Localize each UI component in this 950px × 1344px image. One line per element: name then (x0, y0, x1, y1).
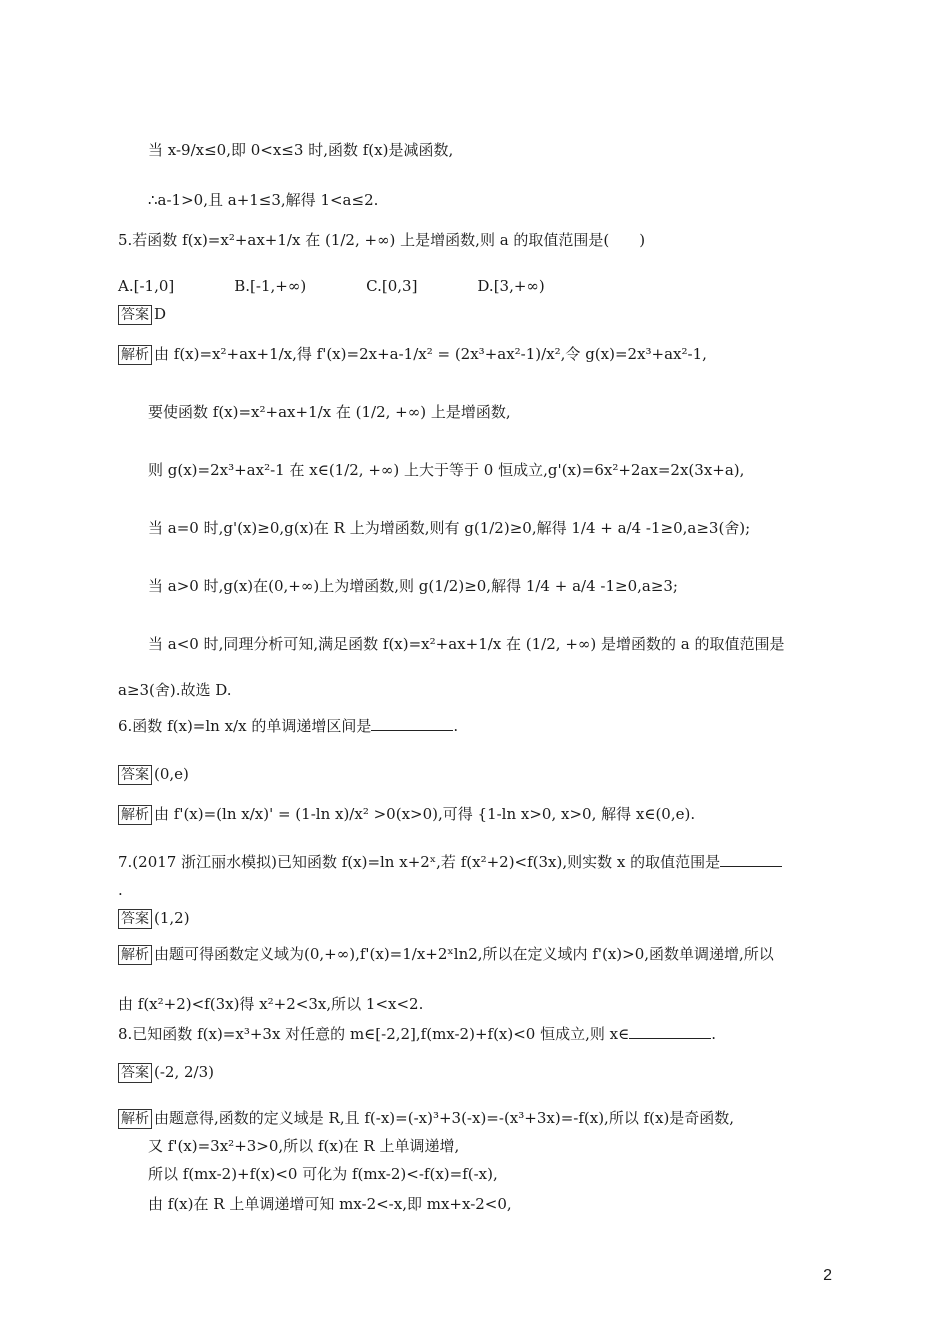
analysis-tag: 解析 (118, 805, 152, 825)
text-line: 由 f(x²+2)<f(3x)得 x²+2<3x,所以 1<x<2. (118, 995, 424, 1013)
text-line: 则 g(x)=2x³+ax²-1 在 x∈(1/2, +∞) 上大于等于 0 恒成立,g'(x)=6x²+2ax=2x(3x+a), (148, 461, 745, 479)
analysis-tag: 解析 (118, 1109, 152, 1129)
analysis-row (118, 944, 774, 965)
question-7-text: 7.(2017 浙江丽水模拟)已知函数 f(x)=ln x+2ˣ,若 f(x²+2)<f(3x),则实数 x 的取值范围是 (118, 853, 721, 871)
answer-row (118, 764, 189, 785)
question-6-text: 6.函数 f(x)=ln x/x 的单调递增区间是 (118, 717, 372, 735)
answer-tag: 答案 (118, 765, 152, 785)
text-line: 由 f(x)在 R 上单调递增可知 mx-2<-x,即 mx+x-2<0, (148, 1195, 512, 1213)
period: . (118, 881, 123, 899)
answer-tag: 答案 (118, 1063, 152, 1083)
analysis-text: 由题意得,函数的定义域是 R,且 f(-x)=(-x)³+3(-x)=-(x³+3x)=-f(x),所以 f(x)是奇函数, (154, 1109, 735, 1127)
answer-row (118, 304, 166, 325)
text-line: 当 a=0 时,g'(x)≥0,g(x)在 R 上为增函数,则有 g(1/2)≥0,解得 1/4 + a/4 -1≥0,a≥3(舍); (148, 519, 751, 537)
question-6 (118, 716, 458, 736)
text-line: 又 f'(x)=3x²+3>0,所以 f(x)在 R 上单调递增, (148, 1137, 460, 1155)
answer-tag: 答案 (118, 909, 152, 929)
analysis-text: 由 f(x)=x²+ax+1/x,得 f'(x)=2x+a-1/x² = (2x³+ax²-1)/x²,令 g(x)=2x³+ax²-1, (154, 345, 707, 363)
text-line: ∴a-1>0,且 a+1≤3,解得 1<a≤2. (148, 191, 379, 209)
question-5: 5.若函数 f(x)=x²+ax+1/x 在 (1/2, +∞) 上是增函数,则 a 的取值范围是( ) (118, 231, 646, 249)
period: . (453, 717, 459, 735)
text-line: a≥3(舍).故选 D. (118, 681, 232, 699)
answer-row (118, 908, 190, 929)
answer-blank (720, 852, 782, 867)
page-number: 2 (823, 1267, 832, 1284)
answer-tag: 答案 (118, 305, 152, 325)
analysis-row (118, 344, 707, 365)
answer-value: D (154, 305, 167, 323)
text-line: 当 a>0 时,g(x)在(0,+∞)上为增函数,则 g(1/2)≥0,解得 1/4 + a/4 -1≥0,a≥3; (148, 577, 678, 595)
analysis-text: 由 f'(x)=(ln x/x)' = (1-ln x)/x² >0(x>0),可得 {1-ln x>0, x>0, 解得 x∈(0,e). (154, 805, 696, 823)
text-line: 当 x-9/x≤0,即 0<x≤3 时,函数 f(x)是减函数, (148, 141, 454, 159)
answer-blank (371, 716, 453, 731)
text-line: 要使函数 f(x)=x²+ax+1/x 在 (1/2, +∞) 上是增函数, (148, 403, 511, 421)
analysis-row (118, 804, 695, 825)
analysis-tag: 解析 (118, 945, 152, 965)
answer-blank (629, 1024, 711, 1039)
choices: A.[-1,0] B.[-1,+∞) C.[0,3] D.[3,+∞) (118, 277, 545, 295)
analysis-tag: 解析 (118, 345, 152, 365)
period: . (711, 1025, 716, 1043)
question-8 (118, 1024, 716, 1044)
question-7 (118, 852, 782, 872)
analysis-row (118, 1108, 734, 1129)
answer-row (118, 1062, 214, 1083)
answer-value: (-2, 2/3) (154, 1063, 214, 1081)
answer-value: (0,e) (154, 765, 189, 783)
question-8-text: 8.已知函数 f(x)=x³+3x 对任意的 m∈[-2,2],f(mx-2)+f(x)<0 恒成立,则 x∈ (118, 1025, 630, 1043)
answer-value: (1,2) (154, 909, 190, 927)
text-line: 所以 f(mx-2)+f(x)<0 可化为 f(mx-2)<-f(x)=f(-x), (148, 1165, 498, 1183)
text-line: 当 a<0 时,同理分析可知,满足函数 f(x)=x²+ax+1/x 在 (1/2, +∞) 是增函数的 a 的取值范围是 (148, 635, 785, 653)
analysis-text: 由题可得函数定义域为(0,+∞),f'(x)=1/x+2ˣln2,所以在定义域内 f'(x)>0,函数单调递增,所以 (154, 945, 774, 963)
